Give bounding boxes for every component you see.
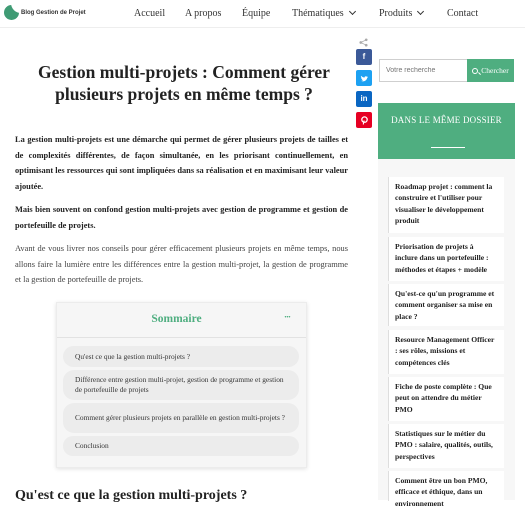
pinterest-icon[interactable]	[356, 112, 372, 128]
third-paragraph: Avant de vous livrer nos conseils pour gérer efficacement plusieurs projets en même temps, nous allons faire la lumière entre les différences entre la gestion multi-projet, la gestion de programme et la gestion de portefeuille de projets.	[15, 244, 348, 284]
sidebar-heading: DANS LE MÊME DOSSIER	[378, 103, 515, 159]
nav-label: Accueil	[134, 8, 166, 19]
nav-label: A propos	[185, 8, 222, 19]
logo-text: Blog Gestion de Projet	[21, 9, 86, 16]
section-heading: Qu'est ce que la gestion multi-projets ?	[15, 488, 248, 503]
toc-toggle-icon[interactable]: ···	[284, 312, 291, 322]
toc-title: Sommaire	[151, 313, 202, 325]
search-button[interactable]	[467, 59, 514, 82]
toc-item[interactable]: Conclusion	[63, 436, 299, 456]
related-article-link[interactable]: Fiche de poste complète : Que peut on attendre du métier PMO	[388, 377, 504, 421]
chevron-down-icon	[417, 8, 424, 15]
nav-label: Thématiques	[292, 8, 344, 19]
related-article-link[interactable]: Roadmap projet : comment la construire et l'utiliser pour visualiser le développement produit	[388, 177, 504, 233]
related-article-link[interactable]: Qu'est-ce qu'un programme et comment organiser sa mise en place ?	[388, 284, 504, 326]
toc-item[interactable]: Qu'est ce que la gestion multi-projets ?	[63, 346, 299, 367]
nav-label: Contact	[447, 8, 479, 19]
second-paragraph: Mais bien souvent on confond gestion multi-projets avec gestion de programme et gestion de portefeuille de projets.	[15, 205, 348, 230]
table-of-contents	[56, 302, 307, 468]
toc-item[interactable]: Comment gérer plusieurs projets en parallèle en gestion multi-projets ?	[63, 403, 299, 433]
site-header	[0, 0, 525, 28]
nav-item-contact[interactable]	[447, 8, 478, 19]
logo-icon	[4, 5, 19, 20]
intro-paragraph: La gestion multi-projets est une démarche qui permet de gérer plusieurs projets de tailles et de complexités différentes, de façon simultanée, en les priorisant continuellement, en optimisant les ressources qui sont impliquées dans sa réalisation et en maximisant leur valeur ajoutée.	[15, 135, 348, 191]
nav-item-a-propos[interactable]	[185, 8, 221, 19]
sidebar-related	[378, 103, 515, 508]
related-article-link[interactable]: Resource Management Officer : ses rôles, missions et compétences clés	[388, 330, 504, 374]
search-icon	[472, 68, 478, 74]
related-article-link[interactable]: Priorisation de projets à inclure dans un portefeuille : méthodes et étapes + modèle	[388, 237, 504, 281]
nav-label: Équipe	[242, 8, 271, 19]
nav-item-equipe[interactable]	[242, 8, 270, 19]
toc-divider	[57, 337, 306, 338]
site-logo[interactable]	[4, 5, 86, 20]
twitter-icon[interactable]	[356, 70, 372, 86]
sidebar-heading-divider	[431, 147, 465, 148]
article-title: Gestion multi-projets : Comment gérer plusieurs projets en même temps ?	[38, 62, 330, 104]
share-icon[interactable]	[359, 38, 368, 47]
related-article-link[interactable]: Statistiques sur le métier du PMO : salaire, qualités, outils, perspectives	[388, 424, 504, 468]
nav-item-produits[interactable]	[379, 8, 423, 19]
chevron-down-icon	[349, 8, 356, 15]
nav-item-thematiques[interactable]	[292, 8, 355, 19]
nav-label: Produits	[379, 8, 413, 19]
search-input[interactable]	[379, 59, 467, 82]
related-article-link[interactable]: Comment être un bon PMO, efficace et éthique, dans un environnement	[388, 471, 504, 501]
facebook-icon[interactable]: f	[356, 49, 372, 65]
search-button-label: Chercher	[481, 66, 509, 75]
linkedin-icon[interactable]: in	[356, 91, 372, 107]
toc-item[interactable]: Différence entre gestion multi-projet, gestion de programme et gestion de portefeuille de projets	[63, 370, 299, 400]
nav-item-accueil[interactable]	[134, 8, 165, 19]
